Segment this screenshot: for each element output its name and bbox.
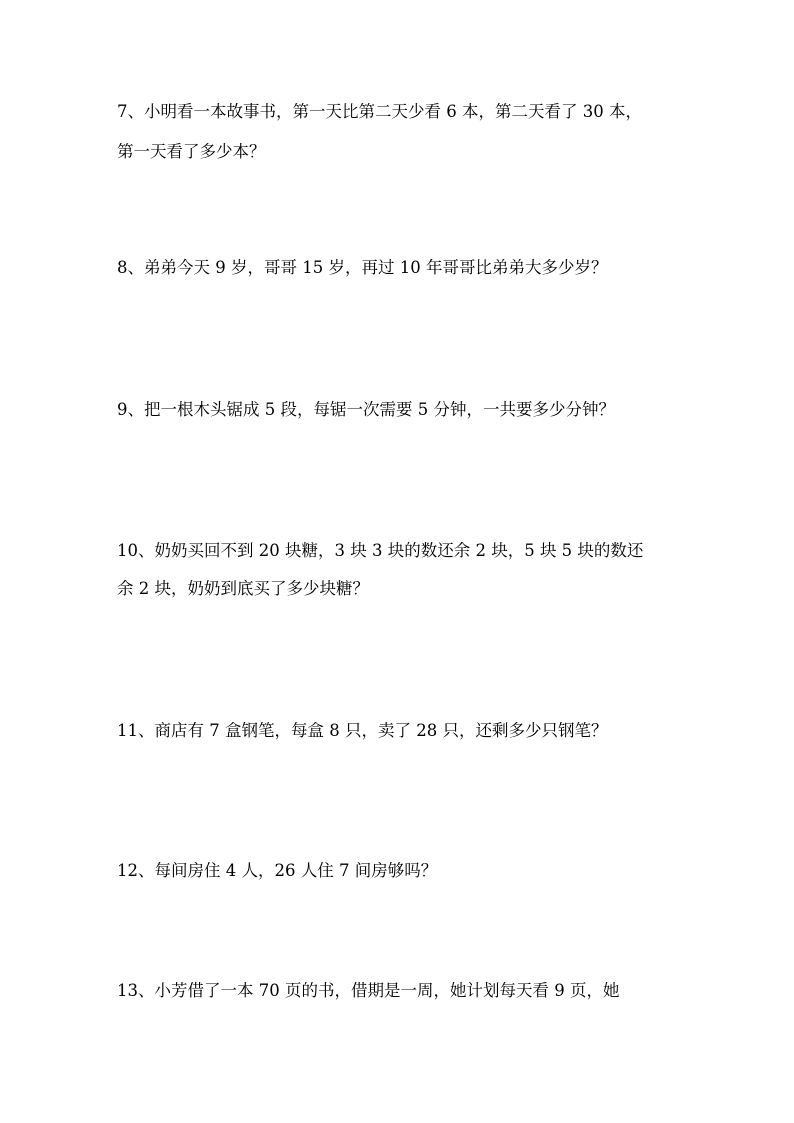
problem-7-line-2: 第一天看了多少本？ (117, 142, 266, 161)
problem-9-line-1: 9、把一根木头锯成 5 段，每锯一次需要 5 分钟，一共要多少分钟？ (117, 400, 615, 419)
problem-11-line-1: 11、商店有 7 盒钢笔，每盒 8 只，卖了 28 只，还剩多少只钢笔？ (117, 721, 608, 740)
problem-12-line-1: 12、每间房住 4 人，26 人住 7 间房够吗？ (117, 861, 438, 880)
problem-10-line-2: 余 2 块，奶奶到底买了多少块糖？ (117, 579, 369, 598)
problem-8-line-1: 8、弟弟今天 9 岁，哥哥 15 岁，再过 10 年哥哥比弟弟大多少岁？ (117, 258, 608, 277)
problem-13-line-1: 13、小芳借了一本 70 页的书，借期是一周，她计划每天看 9 页，她 (117, 981, 620, 1000)
problem-10-line-1: 10、奶奶买回不到 20 块糖，3 块 3 块的数还余 2 块，5 块 5 块的数还 (117, 541, 644, 560)
problem-7-line-1: 7、小明看一本故事书，第一天比第二天少看 6 本，第二天看了 30 本， (117, 102, 642, 121)
